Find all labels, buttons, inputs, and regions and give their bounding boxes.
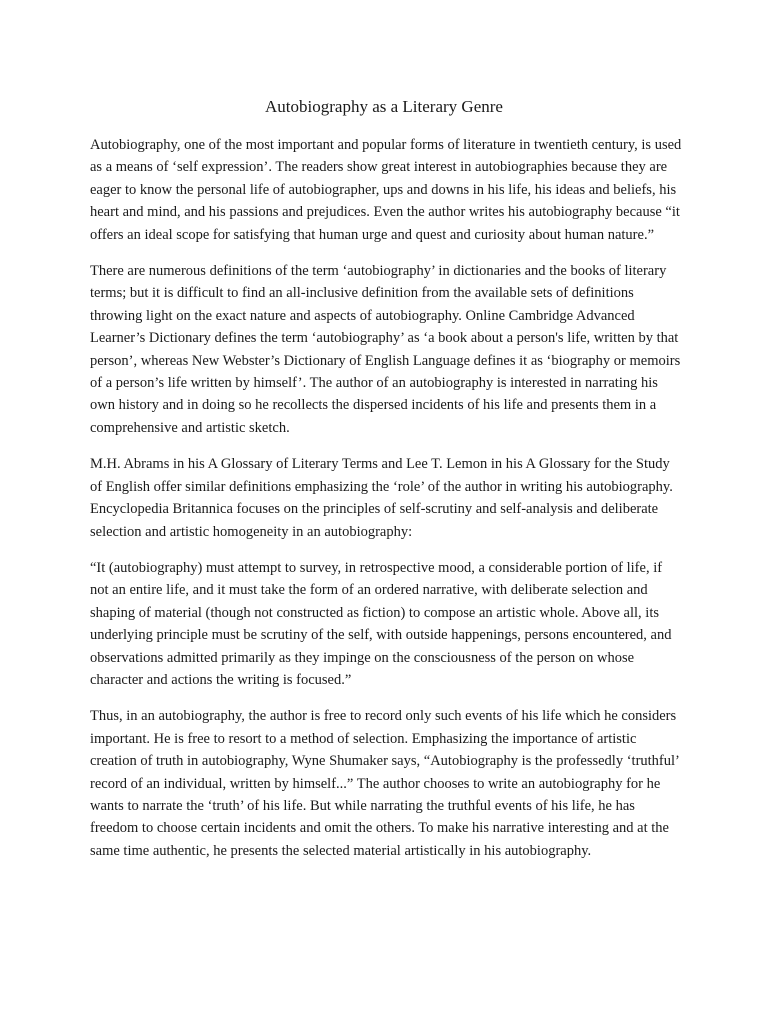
paragraph-britannica-quote: “It (autobiography) must attempt to survey, in retrospective mood, a considerable portion of life, if not an entire life, and it must take the form of an ordered narrative, with deliberate selection and shaping of material (though not constructed as fiction) to compose an artistic whole. Above all, its underlying principle must be scrutiny of the self, with outside happenings, persons encountered, and observations admitted primarily as they impinge on the consciousness of the person on whose character and actions the writing is focused.” [90,559,672,688]
document-title: Autobiography as a Literary Genre [265,97,503,116]
paragraph-glossaries: M.H. Abrams in his A Glossary of Literary Terms and Lee T. Lemon in his A Glossary for the Study of English offer similar definitions emphasizing the ‘role’ of the author in writing his autobiography. Encyclopedia Britannica focuses on the principles of self-scrutiny and self-analysis and deliberate selection and artistic homogeneity in an autobiography: [90,456,673,540]
paragraph-conclusion: Thus, in an autobiography, the author is free to record only such events of his life which he considers important. He is free to resort to a method of selection. Emphasizing the importance of artistic creation of truth in autobiography, Wyne Shumaker says, “Autobiography is the professedly ‘truthful’ record of an individual, written by himself...” The author chooses to write an autobiography for he wants to narrate the ‘truth’ of his life. But while narrating the truthful events of his life, he has freedom to choose certain incidents and omit the others. To make his narrative interesting and at the same time authentic, he presents the selected material artistically in his autobiography. [90,708,679,859]
paragraph-definitions: There are numerous definitions of the term ‘autobiography’ in dictionaries and the books of literary terms; but it is difficult to find an all-inclusive definition from the available sets of definitions throwing light on the exact nature and aspects of autobiography. Online Cambridge Advanced Learner’s Dictionary defines the term ‘autobiography’ as ‘a book about a person's life, written by that person’, whereas New Webster’s Dictionary of English Language defines it as ‘biography or memoirs of a person’s life written by himself’. The author of an autobiography is interested in narrating his own history and in doing so he recollects the dispersed incidents of his life and presents them in a comprehensive and artistic sketch. [90,263,681,436]
document-body [90,134,682,876]
paragraph-intro: Autobiography, one of the most important and popular forms of literature in twentieth century, is used as a means of ‘self expression’. The readers show great interest in autobiographies because they are eager to know the personal life of autobiographer, ups and downs in his life, his ideas and beliefs, his heart and mind, and his passions and prejudices. Even the author writes his autobiography because “it offers an ideal scope for satisfying that human urge and quest and curiosity about human nature.” [90,137,682,243]
